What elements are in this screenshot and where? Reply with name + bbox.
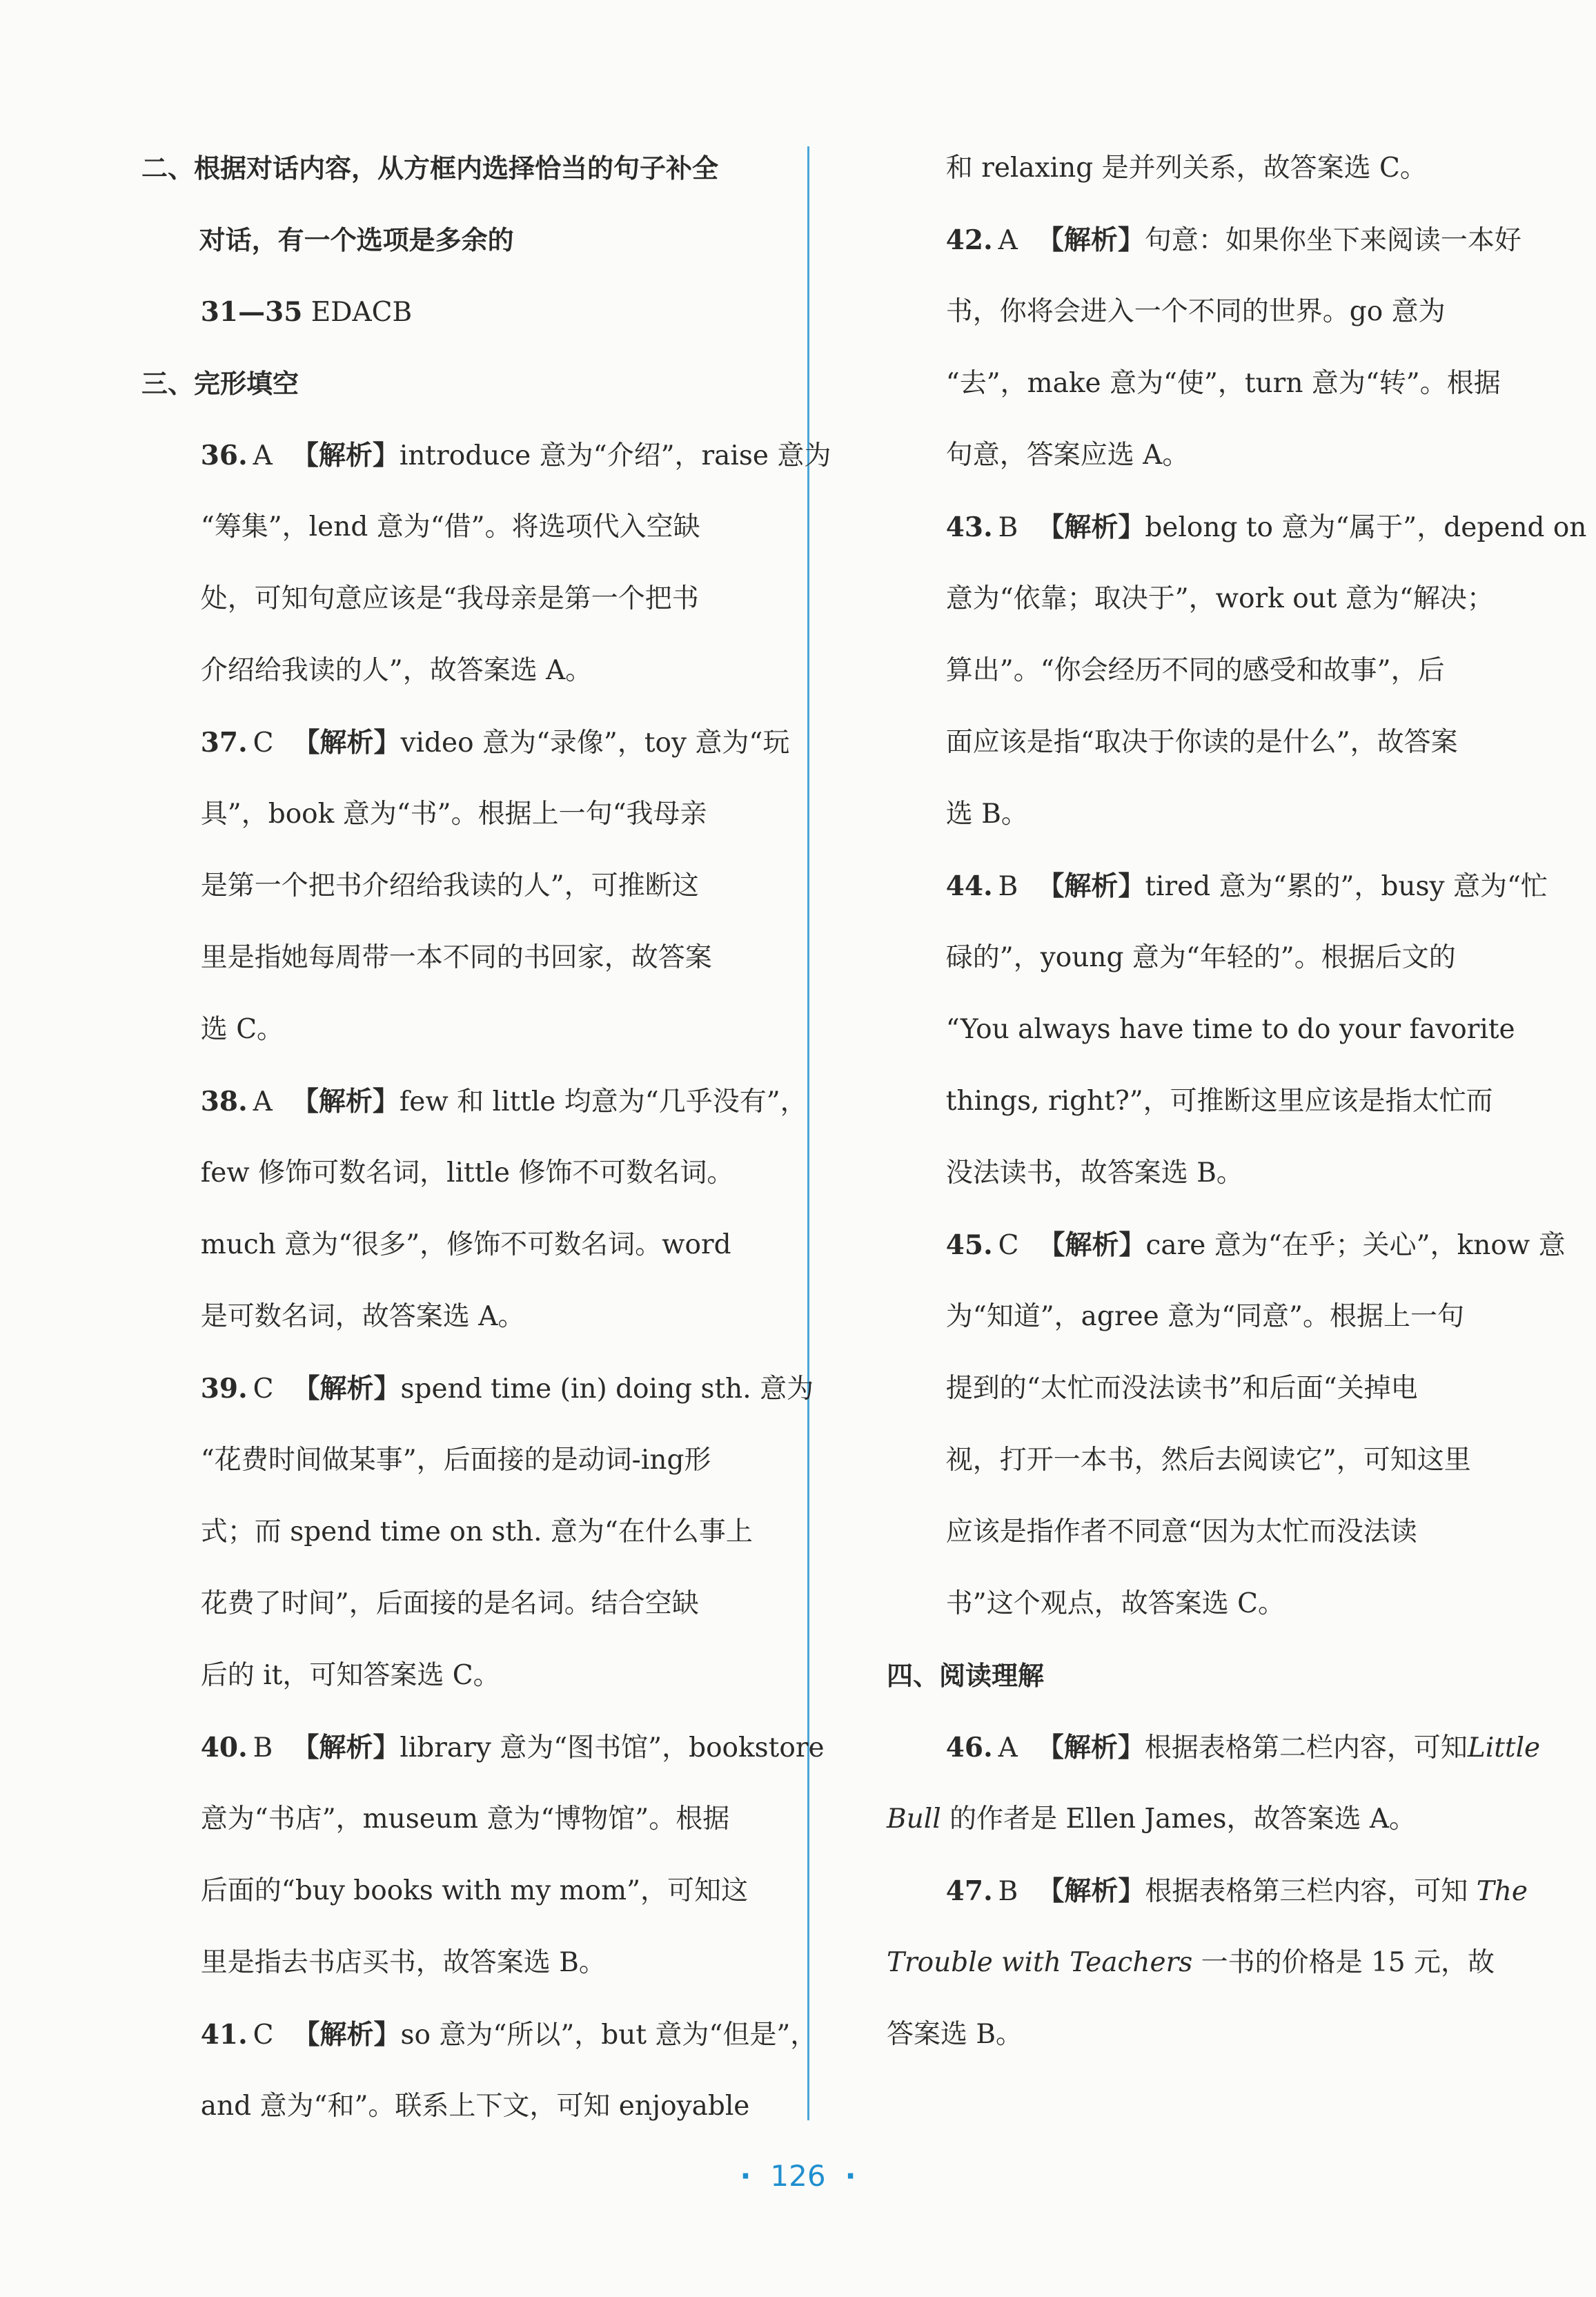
section3-heading: 三、完形填空 <box>141 369 299 399</box>
text-line: 答案选 B。 <box>887 2019 1023 2050</box>
question-43 <box>887 505 1587 577</box>
book-title: Little <box>1467 1732 1541 1763</box>
question-number: 47. <box>945 1875 993 1907</box>
answer-letter: B <box>998 1876 1018 1907</box>
text-fragment: 的作者是 Ellen James，故答案选 A。 <box>940 1804 1417 1835</box>
text-line: 选 B。 <box>945 799 1028 830</box>
analysis-tag: 【解析】 <box>1036 1732 1145 1763</box>
left-column <box>141 146 831 2156</box>
page-footer <box>0 2159 1596 2193</box>
text-line: 具”，book 意为“书”。根据上一句“我母亲 <box>200 799 707 830</box>
text-line: 花费了时间”，后面接的是名词。结合空缺 <box>200 1588 699 1619</box>
text-line: 式；而 spend time on sth. 意为“在什么事上 <box>200 1516 753 1547</box>
text-line: and 意为“和”。联系上下文，可知 enjoyable <box>200 2091 750 2122</box>
text-line: care 意为“在乎；关心”，know 意 <box>1145 1230 1566 1261</box>
text-line: 碌的”，young 意为“年轻的”。根据后文的 <box>945 942 1456 973</box>
question-38 <box>141 1079 807 1151</box>
answer-letter: B <box>998 512 1018 543</box>
question-39 <box>141 1367 814 1438</box>
question-36 <box>141 433 831 505</box>
text-line: so 意为“所以”，but 意为“但是”， <box>400 2020 818 2051</box>
section2-answers <box>141 290 762 362</box>
text-line: 没法读书，故答案选 B。 <box>945 1157 1243 1189</box>
question-number: 45. <box>945 1229 993 1261</box>
text-line: 是可数名词，故答案选 A。 <box>200 1301 525 1332</box>
section2-heading-line2: 对话，有一个选项是多余的 <box>199 225 514 255</box>
answer-letters: EDACB <box>311 297 413 328</box>
text-line: library 意为“图书馆”，bookstore <box>400 1732 825 1763</box>
analysis-tag: 【解析】 <box>1036 224 1145 256</box>
analysis-tag: 【解析】 <box>1037 870 1145 902</box>
text-line: “筹集”，lend 意为“借”。将选项代入空缺 <box>200 511 700 543</box>
text-line <box>887 1941 1508 2013</box>
question-number: 44. <box>945 870 993 902</box>
question-46 <box>887 1726 1541 1797</box>
text-line: 面应该是指“取决于你读的是什么”，故答案 <box>945 727 1458 758</box>
text-line: video 意为“录像”，toy 意为“玩 <box>400 727 790 759</box>
analysis-tag: 【解析】 <box>1038 1229 1146 1261</box>
answer-letter: C <box>253 727 274 759</box>
text-line: 句意，答案应选 A。 <box>945 440 1190 471</box>
answer-letter: A <box>253 1086 273 1117</box>
question-number: 43. <box>945 511 993 543</box>
question-40 <box>141 1726 825 1797</box>
question-41-continued: 和 relaxing 是并列关系，故答案选 C。 <box>945 153 1427 184</box>
text-line: “花费时间做某事”，后面接的是动词-ing形 <box>200 1445 711 1476</box>
text-line: 句意：如果你坐下来阅读一本好 <box>1144 225 1521 256</box>
text-line: 后的 it，可知答案选 C。 <box>200 1660 500 1691</box>
section2-heading-line1: 二、根据对话内容，从方框内选择恰当的句子补全 <box>141 153 719 184</box>
text-line: 意为“依靠；取决于”，work out 意为“解决； <box>945 583 1494 614</box>
answer-letter: B <box>998 871 1018 902</box>
text-line: 里是指去书店买书，故答案选 B。 <box>200 1947 606 1978</box>
text-line: 里是指她每周带一本不同的书回家，故答案 <box>200 942 712 973</box>
bullet-icon: · <box>740 2159 751 2193</box>
section4-heading: 四、阅读理解 <box>887 1661 1045 1691</box>
analysis-tag: 【解析】 <box>293 1373 401 1405</box>
question-number: 41. <box>200 2019 248 2051</box>
answer-letter: C <box>253 1374 274 1405</box>
text-line: belong to 意为“属于”，depend on <box>1145 512 1587 543</box>
text-line: few 修饰可数名词，little 修饰不可数名词。 <box>200 1157 734 1189</box>
question-41 <box>141 2013 818 2084</box>
text-line: 选 C。 <box>200 1014 284 1045</box>
text-line: 是第一个把书介绍给我读的人”，可推断这 <box>200 870 699 901</box>
analysis-tag: 【解析】 <box>1037 511 1145 543</box>
question-number: 39. <box>200 1373 248 1405</box>
question-42 <box>887 218 1521 290</box>
question-47 <box>887 1869 1528 1941</box>
analysis-tag: 【解析】 <box>291 1086 400 1117</box>
text-line: 应该是指作者不同意“因为太忙而没法读 <box>945 1516 1417 1547</box>
question-number: 46. <box>945 1732 993 1763</box>
analysis-tag: 【解析】 <box>293 2019 401 2051</box>
text-line: 后面的“buy books with my mom”，可知这 <box>200 1875 749 1906</box>
text-line: things, right?”，可推断这里应该是指太忙而 <box>945 1086 1493 1117</box>
answer-letter: C <box>253 2020 274 2051</box>
text-line: 书”这个观点，故答案选 C。 <box>945 1588 1285 1619</box>
question-44 <box>887 864 1548 936</box>
book-title: Bull <box>887 1804 941 1835</box>
text-line: few 和 little 均意为“几乎没有”， <box>399 1086 807 1117</box>
text-line: 意为“书店”，museum 意为“博物馆”。根据 <box>200 1804 730 1835</box>
answer-range: 31—35 <box>200 296 303 328</box>
answer-letter: C <box>998 1230 1019 1261</box>
book-title: The <box>1476 1876 1528 1907</box>
answer-letter: A <box>998 225 1018 256</box>
question-number: 38. <box>200 1086 248 1117</box>
text-line: 书，你将会进入一个不同的世界。go 意为 <box>945 296 1446 327</box>
text-line: “You always have time to do your favorite <box>945 1014 1515 1045</box>
text-line: spend time (in) doing sth. 意为 <box>400 1374 814 1405</box>
page-number: 126 <box>770 2159 826 2193</box>
text-line: “去”，make 意为“使”，turn 意为“转”。根据 <box>945 368 1501 399</box>
analysis-tag: 【解析】 <box>291 440 400 471</box>
answer-letter: A <box>253 440 273 471</box>
text-line: 提到的“太忙而没法读书”和后面“关掉电 <box>945 1373 1418 1404</box>
text-line: 算出”。“你会经历不同的感受和故事”，后 <box>945 655 1445 686</box>
text-line: 为“知道”，agree 意为“同意”。根据上一句 <box>945 1301 1464 1332</box>
question-45 <box>887 1223 1566 1295</box>
text-line: introduce 意为“介绍”，raise 意为 <box>399 440 831 471</box>
answer-letter: A <box>998 1732 1018 1763</box>
analysis-tag: 【解析】 <box>293 727 401 759</box>
answer-letter: B <box>253 1732 273 1763</box>
text-line <box>887 1797 1508 1869</box>
text-fragment: 根据表格第三栏内容，可知 <box>1145 1876 1477 1907</box>
text-line: 介绍给我读的人”，故答案选 A。 <box>200 655 593 686</box>
question-number: 37. <box>200 727 248 759</box>
text-fragment: 根据表格第二栏内容，可知 <box>1144 1732 1468 1763</box>
text-line: much 意为“很多”，修饰不可数名词。word <box>200 1229 731 1260</box>
right-column <box>887 146 1587 2084</box>
question-number: 42. <box>945 224 993 256</box>
analysis-tag: 【解析】 <box>292 1732 400 1763</box>
text-line: tired 意为“累的”，busy 意为“忙 <box>1145 871 1548 902</box>
text-fragment: 一书的价格是 15 元，故 <box>1192 1947 1495 1978</box>
text-line: 视，打开一本书，然后去阅读它”，可知这里 <box>945 1445 1471 1476</box>
book-title: Trouble with Teachers <box>887 1947 1193 1978</box>
text-line: 处，可知句意应该是“我母亲是第一个把书 <box>200 583 699 614</box>
question-number: 40. <box>200 1732 248 1763</box>
analysis-tag: 【解析】 <box>1037 1875 1145 1907</box>
question-number: 36. <box>200 440 248 471</box>
question-37 <box>141 721 790 792</box>
bullet-icon: · <box>845 2159 856 2193</box>
